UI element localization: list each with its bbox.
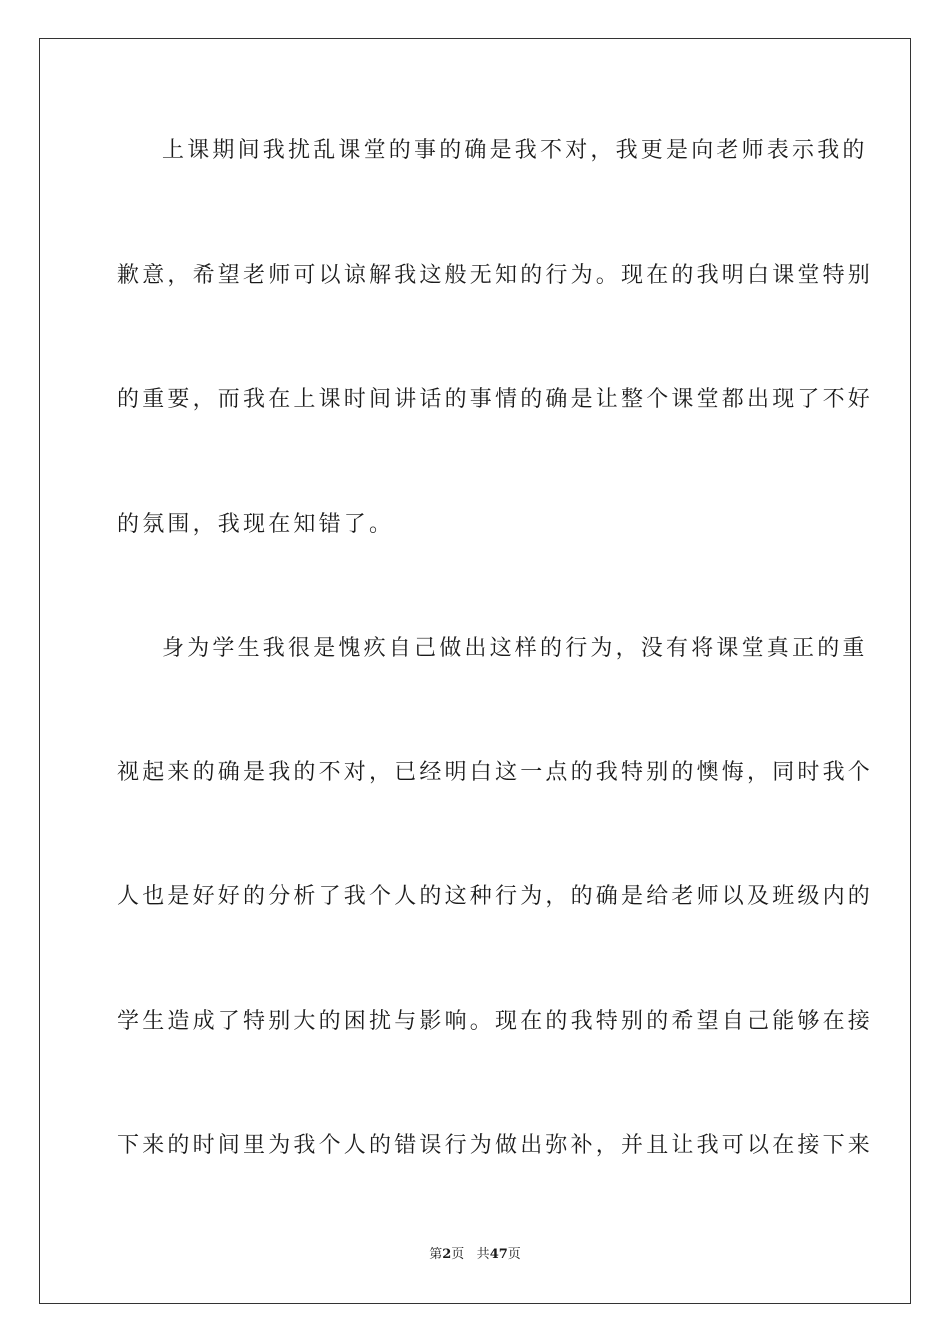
page-number: 2 <box>442 1247 452 1262</box>
text-line: 的重要，而我在上课时间讲话的事情的确是让整个课堂都出现了不好 <box>117 387 874 412</box>
text-line: 歉意，希望老师可以谅解我这般无知的行为。现在的我明白课堂特别 <box>117 263 874 288</box>
total-prefix: 共 <box>476 1247 490 1262</box>
text-line: 视起来的确是我的不对，已经明白这一点的我特别的懊悔，同时我个 <box>117 760 874 785</box>
text-line: 上课期间我扰乱课堂的事的确是我不对，我更是向老师表示我的 <box>162 138 868 163</box>
text-line: 的氛围，我现在知错了。 <box>117 512 395 537</box>
page-suffix: 页 <box>451 1247 465 1262</box>
text-line: 下来的时间里为我个人的错误行为做出弥补，并且让我可以在接下来 <box>117 1133 874 1158</box>
page-footer <box>0 1246 950 1264</box>
total-pages: 47 <box>489 1247 508 1262</box>
page-prefix: 第 <box>429 1247 443 1262</box>
text-line: 学生造成了特别大的困扰与影响。现在的我特别的希望自己能够在接 <box>117 1009 874 1034</box>
text-line: 身为学生我很是愧疚自己做出这样的行为，没有将课堂真正的重 <box>162 636 868 661</box>
total-suffix: 页 <box>507 1247 521 1262</box>
page-border <box>39 38 911 1304</box>
text-line: 人也是好好的分析了我个人的这种行为，的确是给老师以及班级内的 <box>117 884 874 909</box>
